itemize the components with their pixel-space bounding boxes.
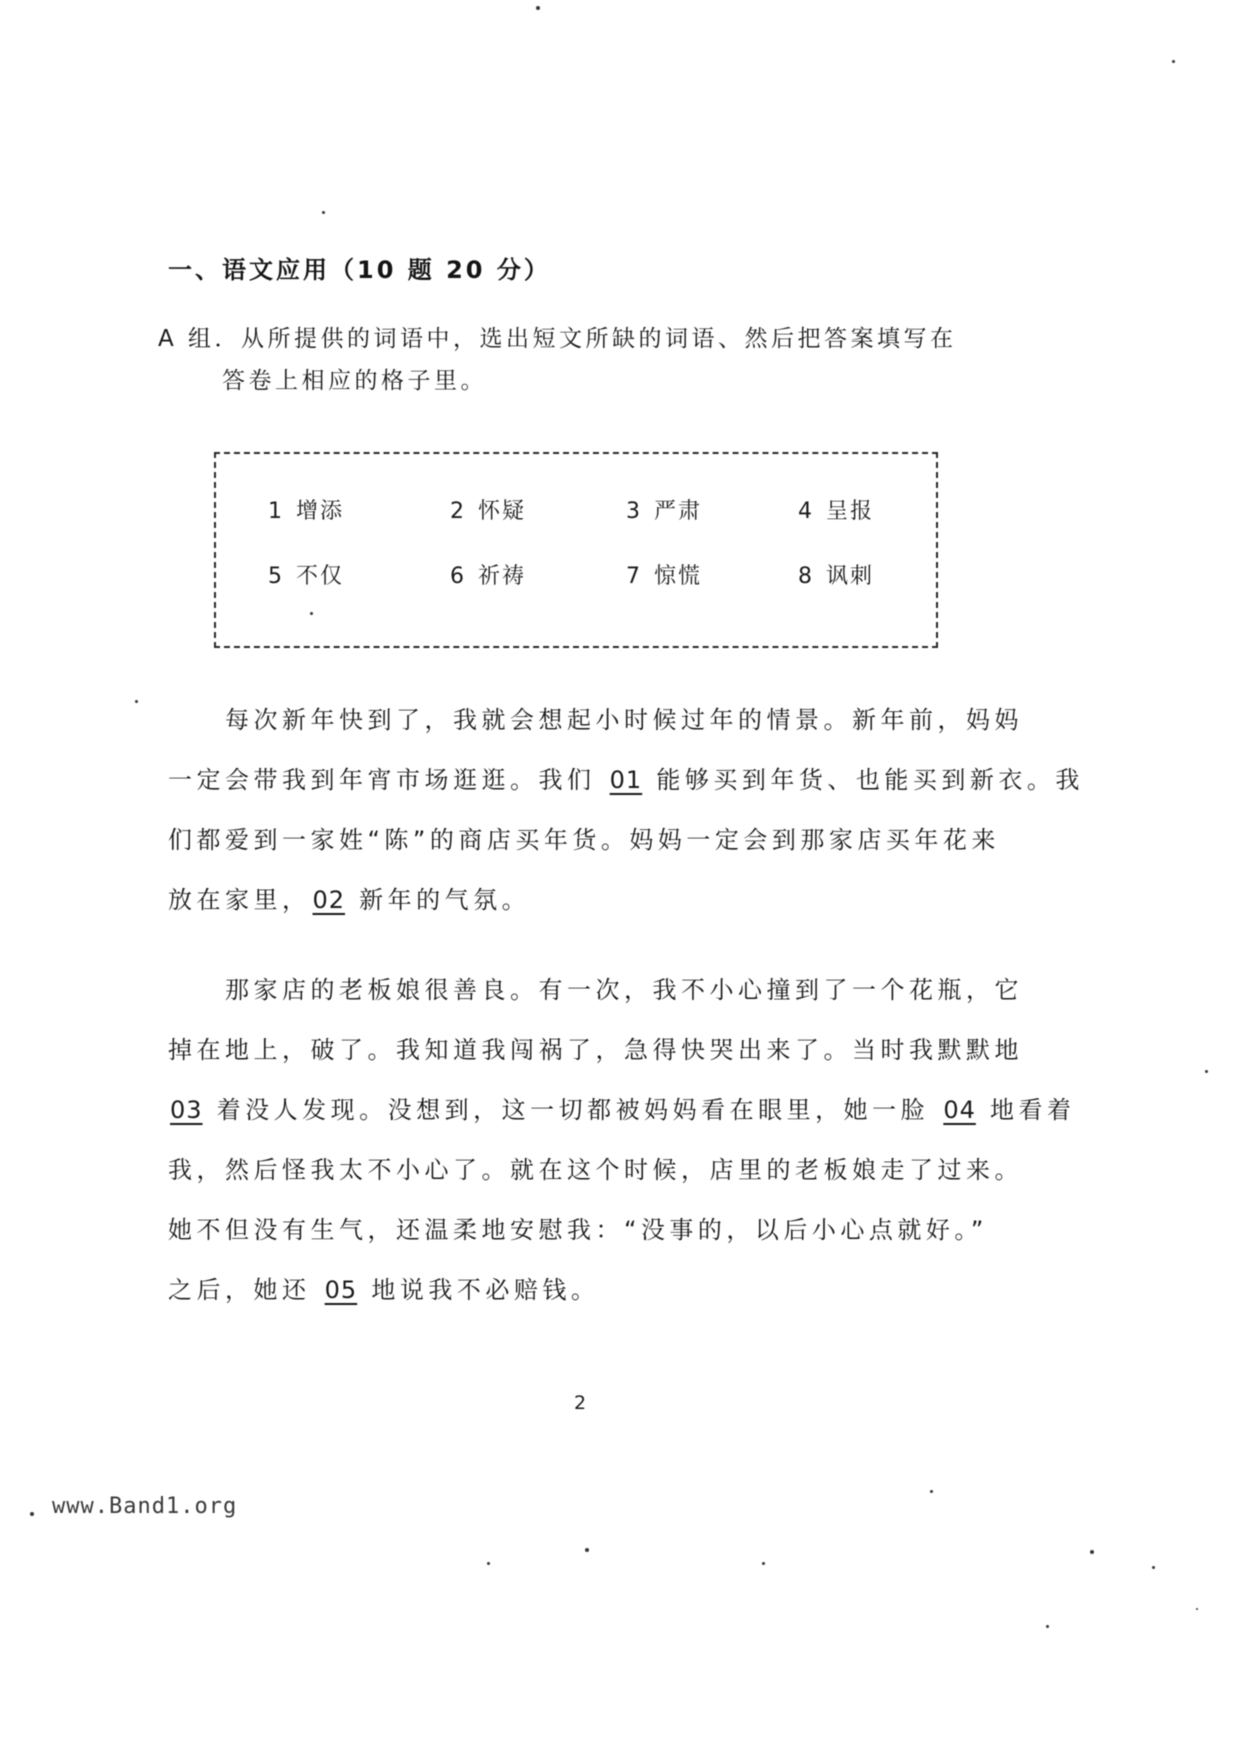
- noise-speck: [762, 1562, 765, 1565]
- passage1-line-4: [168, 885, 530, 915]
- noise-speck: [310, 612, 313, 615]
- passage1-line-2-pre: 一定会带我到年宵市场逛逛。我们: [168, 766, 608, 794]
- noise-speck: [1090, 1550, 1094, 1554]
- noise-speck: [1196, 1608, 1198, 1610]
- page-number: 2: [574, 1392, 587, 1414]
- word-option-number: 2: [450, 499, 466, 524]
- word-option-label: 讽刺: [826, 564, 875, 589]
- instruction-line-1: A 组．从所提供的词语中，选出短文所缺的词语、然后把答案填写在: [158, 326, 957, 352]
- blank-01: 01: [609, 766, 643, 794]
- instruction-line-2: 答卷上相应的格子里。: [222, 368, 487, 394]
- passage2-line-3-mid: 着没人发现。没想到，这一切都被妈妈看在眼里，她一脸: [204, 1096, 942, 1124]
- word-option-number: 3: [626, 499, 642, 524]
- passage1-line-4-post: 新年的气氛。: [347, 886, 531, 914]
- word-option-number: 7: [626, 564, 642, 589]
- passage1-line-2-post: 能够买到年货、也能买到新衣。我: [644, 766, 1084, 794]
- passage2-line-5: 她不但没有生气，还温柔地安慰我：“没事的，以后小心点就好。”: [168, 1216, 988, 1244]
- word-option-number: 5: [268, 564, 284, 589]
- word-option-number: 4: [798, 499, 814, 524]
- noise-speck: [487, 1562, 490, 1565]
- blank-04: 04: [943, 1096, 976, 1124]
- noise-speck: [30, 1512, 34, 1516]
- noise-speck: [585, 1548, 589, 1552]
- passage2-line-2: 掉在地上，破了。我知道我闯祸了，急得快哭出来了。当时我默默地: [168, 1036, 1023, 1064]
- word-option-label: 怀疑: [478, 499, 527, 524]
- noise-speck: [536, 6, 540, 10]
- word-option-label: 增添: [296, 499, 345, 524]
- noise-speck: [1205, 1070, 1208, 1073]
- passage1-line-2: [168, 765, 1084, 795]
- noise-speck: [1172, 60, 1175, 63]
- noise-speck: [930, 1490, 933, 1493]
- passage2-line-3-post: 地看着: [977, 1096, 1076, 1124]
- noise-speck: [1152, 1566, 1155, 1569]
- passage2-line-6: [168, 1275, 599, 1305]
- passage2-line-3: [168, 1095, 1076, 1125]
- word-option-number: 8: [798, 564, 814, 589]
- blank-02: 02: [312, 886, 346, 914]
- word-option-2: [450, 494, 626, 525]
- word-option-1: [268, 494, 450, 525]
- passage2-line-1: 那家店的老板娘很善良。有一次，我不小心撞到了一个花瓶，它: [225, 976, 1023, 1004]
- word-option-5: [268, 559, 450, 590]
- word-option-8: [798, 559, 936, 590]
- word-option-3: [626, 494, 798, 525]
- noise-speck: [135, 700, 138, 703]
- word-option-label: 呈报: [826, 499, 875, 524]
- watermark-url: www.Band1.org: [52, 1494, 238, 1519]
- noise-speck: [1046, 1625, 1049, 1628]
- passage1-line-3: 们都爱到一家姓“陈”的商店买年货。妈妈一定会到那家店买年花来: [168, 826, 1000, 854]
- blank-05: 05: [324, 1276, 358, 1304]
- word-option-4: [798, 494, 936, 525]
- blank-03: 03: [170, 1096, 203, 1124]
- word-option-number: 1: [268, 499, 284, 524]
- word-option-label: 惊慌: [654, 564, 703, 589]
- word-option-label: 祈祷: [478, 564, 527, 589]
- section-heading: 一、语文应用（10 题 20 分）: [168, 256, 551, 284]
- word-option-6: [450, 559, 626, 590]
- word-option-label: 严肃: [654, 499, 703, 524]
- word-option-label: 不仅: [296, 564, 345, 589]
- passage1-line-4-pre: 放在家里，: [168, 886, 311, 914]
- word-option-number: 6: [450, 564, 466, 589]
- passage2-line-6-post: 地说我不必赔钱。: [359, 1276, 600, 1304]
- passage2-line-4: 我，然后怪我太不小心了。就在这个时候，店里的老板娘走了过来。: [168, 1156, 1023, 1184]
- word-options-box: [214, 452, 938, 648]
- word-option-7: [626, 559, 798, 590]
- noise-speck: [322, 211, 325, 214]
- passage1-line-1: 每次新年快到了，我就会想起小时候过年的情景。新年前，妈妈: [225, 706, 1023, 734]
- passage2-line-6-pre: 之后，她还: [168, 1276, 323, 1304]
